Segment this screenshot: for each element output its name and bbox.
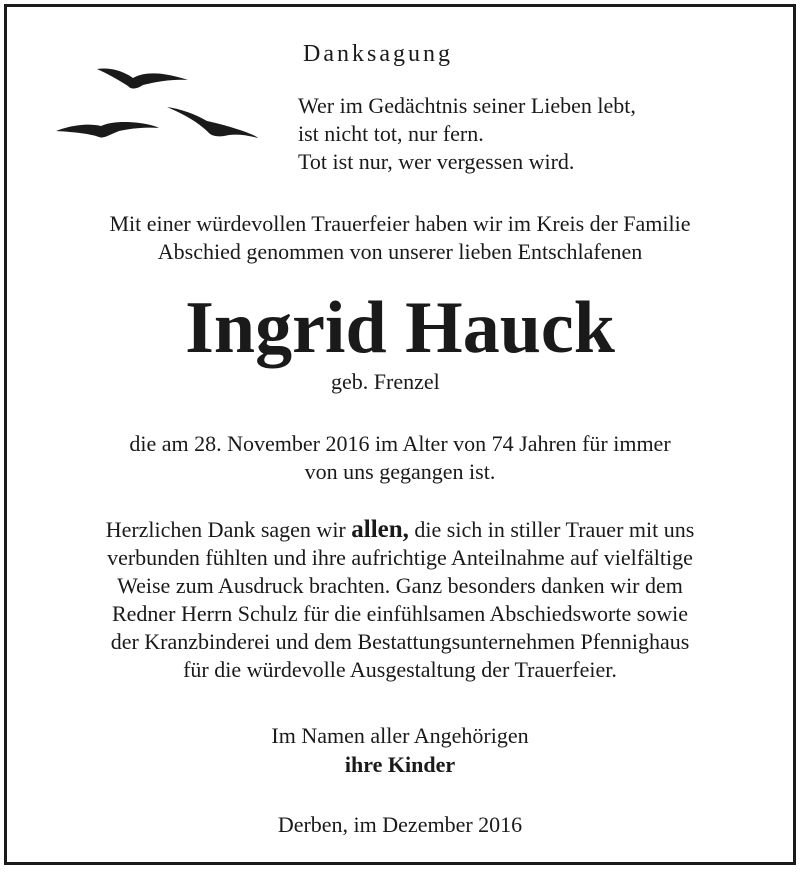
thanks-line: für die würdevolle Ausgestaltung der Trauerfeier. xyxy=(183,657,617,682)
thanks-line: Redner Herrn Schulz für die einfühlsamen Abschiedsworte sowie xyxy=(111,601,689,626)
thanks-line: Weise zum Ausdruck brachten. Ganz besonders danken wir dem xyxy=(117,573,683,598)
thanks-post: die sich in stiller Trauer mit uns xyxy=(408,517,695,542)
date-line: von uns gegangen ist. xyxy=(304,459,496,484)
deceased-name: Ingrid Hauck xyxy=(185,287,615,369)
date-line: die am 28. November 2016 im Alter von 74 Jahren für immer xyxy=(129,431,671,456)
date-text xyxy=(7,430,793,486)
thanks-pre: Herzlichen Dank sagen wir xyxy=(105,517,352,542)
flying-birds-icon xyxy=(51,59,266,144)
maiden-name: geb. Frenzel xyxy=(331,369,440,394)
obituary-notice xyxy=(4,4,796,865)
thanks-line xyxy=(7,516,793,544)
thanks-line: der Kranzbinderei und dem Bestattungsunternehmen Pfennighaus xyxy=(110,629,690,654)
intro-line: Abschied genommen von unserer lieben Entschlafenen xyxy=(157,239,643,264)
heading: Danksagung xyxy=(303,41,453,67)
intro-line: Mit einer würdevollen Trauerfeier haben wir im Kreis der Familie xyxy=(109,211,691,236)
bird-top-icon xyxy=(97,68,188,88)
poem-line: Tot ist nur, wer vergessen wird. xyxy=(298,149,575,174)
intro-text xyxy=(7,210,793,266)
thanks-emphasis: allen, xyxy=(351,516,409,543)
place-date: Derben, im Dezember 2016 xyxy=(277,812,523,837)
thanks-line: verbunden fühlten und ihre aufrichtige Anteilnahme auf vielfältige xyxy=(107,545,693,570)
signature-name: ihre Kinder xyxy=(344,752,456,777)
poem-line: Wer im Gedächtnis seiner Lieben lebt, xyxy=(298,93,636,118)
poem-line: ist nicht tot, nur fern. xyxy=(298,121,484,146)
signature-line: Im Namen aller Angehörigen xyxy=(271,723,529,748)
bird-left-icon xyxy=(56,122,159,138)
bird-right-icon xyxy=(167,107,258,138)
poem xyxy=(298,92,636,176)
thanks-text xyxy=(7,516,793,684)
